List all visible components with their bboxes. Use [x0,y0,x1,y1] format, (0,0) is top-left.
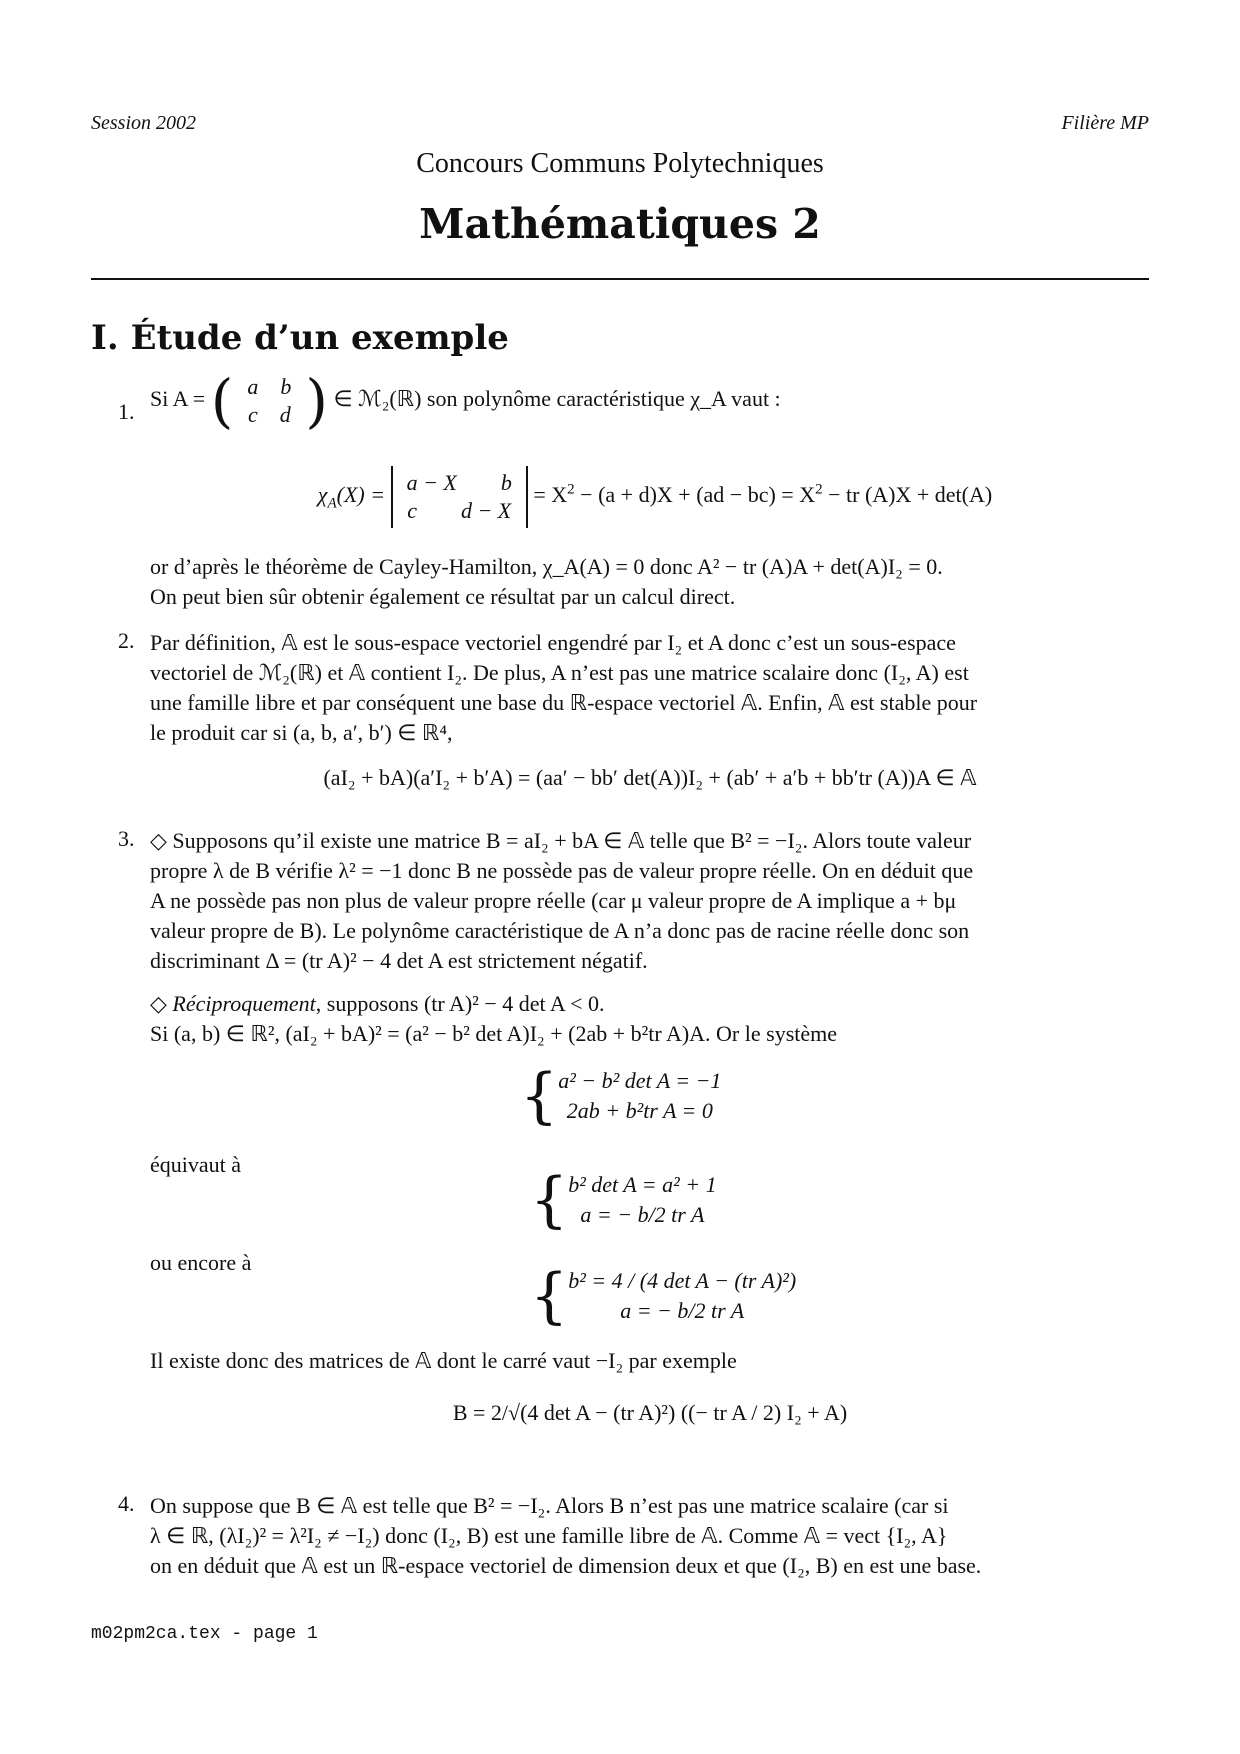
contest-name: Concours Communs Polytechniques [416,148,824,179]
matrix-b: b [280,374,292,399]
det-entry-b: b [500,470,512,495]
system-1 [520,1061,722,1131]
item4-line3: on en déduit que 𝔸 est un ℝ-espace vectoriel de dimension deux et que (I₂, B) en est une base. [150,1553,982,1578]
diamond-marker: ◇ [150,991,173,1016]
item4-line1: On suppose que B ∈ 𝔸 est telle que B² = −I₂. Alors B n’est pas une matrice scalaire (car si [150,1493,949,1518]
matrix-A [233,373,305,429]
system-3-row-1: b² = 4 / (4 det A − (tr A)²) [568,1268,797,1293]
matrix-c: c [247,402,258,427]
equivaut-label: équivaut à [150,1152,242,1177]
system-1-brace: { [520,1061,559,1131]
item1-line1: or d’après le théorème de Cayley-Hamilton, χ_A(A) = 0 donc A² − tr (A)A + det(A)I₂ = 0. [150,554,943,579]
item3-line7: Si (a, b) ∈ ℝ², (aI₂ + bA)² = (a² − b² det A)I₂ + (2ab + b²tr A)A. Or le système [150,1021,838,1046]
det-entry-a: a − X [406,470,457,495]
system-1-row-1: a² − b² det A = −1 [558,1068,722,1093]
left-paren: ( [210,367,234,435]
page-footer: m02pm2ca.tex - page 1 [91,1624,318,1644]
title-rule [91,278,1149,280]
system-2-brace: { [530,1165,569,1235]
item3-line1: ◇ Supposons qu’il existe une matrice B = aI₂ + bA ∈ 𝔸 telle que B² = −I₂. Alors toute valeur [150,828,972,853]
item3-line6 [150,989,604,1019]
system-3-row-2: a = − b/2 tr A [620,1298,745,1323]
session-label: Session 2002 [91,112,196,134]
item1-intro [150,367,781,435]
filiere-label: Filière MP [1061,112,1149,134]
item-number-3: 3. [118,826,135,851]
item2-line4: le produit car si (a, b, a′, b′) ∈ ℝ⁴, [150,720,453,745]
matrix-a: a [247,374,259,399]
system-3 [530,1261,797,1331]
det-entry-d: d − X [460,498,512,523]
char-poly-equation: $\chi_A(X)$ = a − X b c d − X = $X^2 - (a + d)X + (ad - bc) = X^2$ − tr (A)X + det(A) [205,466,1105,528]
item1-intro-b: ∈ ℳ₂(ℝ) son polynôme caractéristique χ_A vaut : [333,386,781,412]
matrix-d: d [279,402,291,427]
ou-encore-label: ou encore à [150,1250,252,1275]
item3-line8: Il existe donc des matrices de 𝔸 dont le carré vaut −I₂ par exemple [150,1348,737,1373]
item1-intro-a: Si A = [150,386,206,412]
item3-line4: valeur propre de B). Le polynôme caractéristique de A n’a donc pas de racine réelle donc son [150,918,970,943]
item3-line3: A ne possède pas non plus de valeur propre réelle (car μ valeur propre de A implique a + bμ [150,888,957,913]
item2-line2: vectoriel de ℳ₂(ℝ) et 𝔸 contient I₂. De plus, A n’est pas une matrice scalaire donc (I₂, A) est [150,660,969,685]
det-entry-c: c [407,498,417,523]
section-heading: I. Étude d’un exemple [91,318,509,358]
reciproquement-word: Réciproquement [172,991,316,1016]
system-1-row-2: 2ab + b²tr A = 0 [566,1098,713,1123]
right-paren: ) [305,367,328,435]
b-formula: B = 2/√(4 det A − (tr A)²) ((− tr A / 2) I₂ + A) [452,1400,848,1425]
det-matrix [393,469,526,525]
item3-line2: propre λ de B vérifie λ² = −1 donc B ne possède pas de valeur propre réelle. On en déduit que [150,858,974,883]
page-title: Mathématiques 2 [419,200,821,248]
item4-line2: λ ∈ ℝ, (λI₂)² = λ²I₂ ≠ −I₂) donc (I₂, B) est une famille libre de 𝔸. Comme 𝔸 = vect {I₂, A} [150,1523,948,1548]
item3-line5: discriminant Δ = (tr A)² − 4 det A est strictement négatif. [150,948,648,973]
system-3-brace: { [530,1261,569,1331]
item1-line2: On peut bien sûr obtenir également ce résultat par un calcul direct. [150,584,736,609]
item2-line1: Par définition, 𝔸 est le sous-espace vectoriel engendré par I₂ et A donc c’est un sous-espace [150,630,956,655]
system-2 [530,1165,717,1235]
item3-line6-rest: , supposons (tr A)² − 4 det A < 0. [315,991,605,1016]
det-bar-right [526,466,528,528]
item-number-4: 4. [118,1491,135,1516]
item2-equation: (aI₂ + bA)(a′I₂ + b′A) = (aa′ − bb′ det(A))I₂ + (ab′ + a′b + bb′tr (A))A ∈ 𝔸 [323,765,977,790]
item-number-1: 1. [118,399,135,424]
system-2-row-1: b² det A = a² + 1 [568,1172,717,1197]
item2-line3: une famille libre et par conséquent une base du ℝ-espace vectoriel 𝔸. Enfin, 𝔸 est stable pour [150,690,978,715]
item-number-2: 2. [118,628,135,653]
system-2-row-2: a = − b/2 tr A [580,1202,705,1227]
